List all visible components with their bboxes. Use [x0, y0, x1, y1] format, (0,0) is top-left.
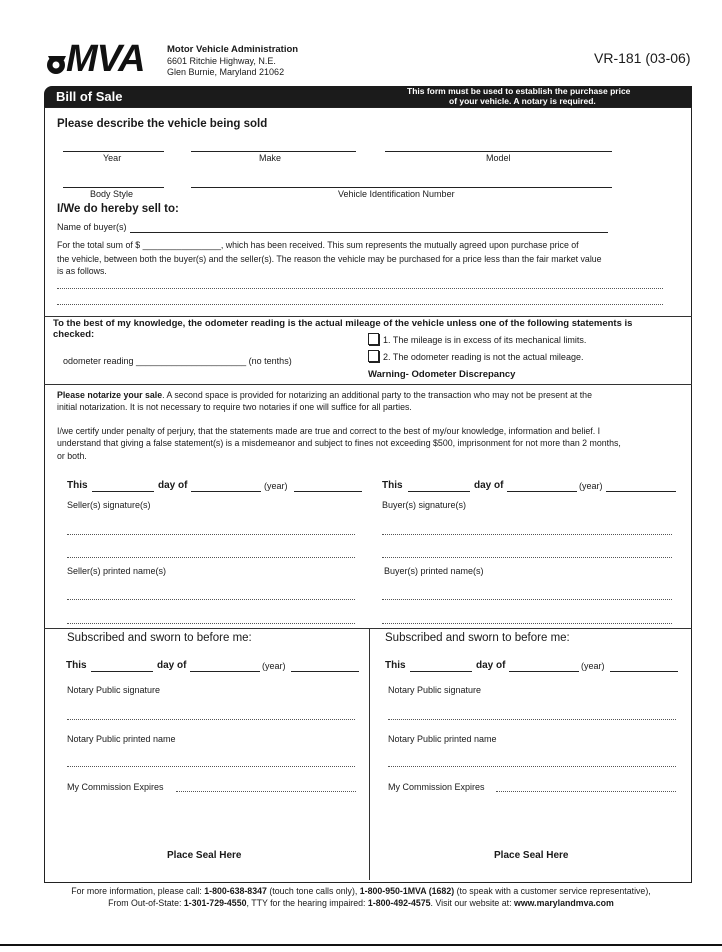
certify-line1: I/we certify under penalty of perjury, that the statements made are true and correct to the best of my/our knowledge, information and belief. I	[57, 426, 601, 436]
page-bottom-rule	[0, 944, 722, 946]
odometer-statement-line2: checked:	[53, 329, 95, 340]
body-style-label: Body Style	[90, 189, 134, 199]
seller-signature-label: Seller(s) signature(s)	[67, 500, 151, 510]
section-divider	[44, 628, 692, 629]
notary-right-commission-label: My Commission Expires	[388, 782, 485, 792]
notary-right-printed-name-label: Notary Public printed name	[388, 734, 497, 744]
form-title: Bill of Sale	[56, 89, 123, 104]
sell-heading: I/We do hereby sell to:	[57, 203, 179, 215]
section-divider	[44, 384, 692, 385]
notary-left-signature-label: Notary Public signature	[67, 685, 161, 695]
buyer-signature-line-2[interactable]	[382, 557, 672, 558]
notary-right-this-label: This	[385, 660, 406, 671]
footer-line1	[0, 886, 722, 896]
make-label: Make	[259, 153, 282, 163]
buyer-year-label: (year)	[579, 481, 603, 491]
notary-left-printed-name-line[interactable]	[67, 766, 355, 767]
model-field[interactable]	[385, 151, 612, 152]
model-label: Model	[486, 153, 511, 163]
notary-left-commission-label: My Commission Expires	[67, 782, 164, 792]
seller-year-label: (year)	[264, 481, 288, 491]
notary-left-year-label: (year)	[262, 661, 286, 671]
odometer-reading-field[interactable]: odometer reading ______________________ (no tenths)	[63, 356, 292, 366]
sum-paragraph-line1: For the total sum of $ ________________, which has been received. This sum represents the mutually agreed upon purchase price of	[57, 240, 579, 250]
agency-address-line2: Glen Burnie, Maryland 21062	[167, 67, 285, 77]
year-label: Year	[103, 153, 122, 163]
notary-right-year-field[interactable]	[610, 671, 678, 672]
notary-right-month-field[interactable]	[509, 671, 579, 672]
sum-paragraph-line2: the vehicle, between both the buyer(s) and the seller(s). The reason the vehicle may be purchased for a price less than the fair market value	[57, 254, 602, 264]
reason-line-2[interactable]	[57, 304, 663, 305]
make-field[interactable]	[191, 151, 356, 152]
odometer-warning: Warning- Odometer Discrepancy	[368, 369, 516, 380]
logo-text: MVA	[66, 38, 145, 80]
notarize-intro-rest: . A second space is provided for notarizing an additional party to the transaction who may not be present at the	[162, 390, 592, 400]
notary-left-commission-line[interactable]	[176, 791, 356, 792]
footer-phone-touchtone: 1-800-638-8347	[204, 886, 267, 896]
vehicle-heading: Please describe the vehicle being sold	[57, 118, 268, 130]
notary-left-sworn-label: Subscribed and sworn to before me:	[67, 632, 252, 644]
footer-text: . Visit our website at:	[430, 898, 514, 908]
certify-line3: or both.	[57, 451, 87, 461]
seller-signature-line-2[interactable]	[67, 557, 355, 558]
seller-printed-name-line-1[interactable]	[67, 599, 355, 600]
notarize-intro-bold: Please notarize your sale	[57, 390, 163, 400]
buyer-day-field[interactable]	[408, 491, 470, 492]
sum-paragraph-line3: is as follows.	[57, 266, 107, 276]
footer-text: From Out-of-State:	[108, 898, 184, 908]
notary-right-year-label: (year)	[581, 661, 605, 671]
footer-phone-representative: 1-800-950-1MVA (1682)	[359, 886, 455, 896]
agency-address-line1: 6601 Ritchie Highway, N.E.	[167, 56, 276, 66]
seller-this-label: This	[67, 480, 88, 491]
seller-day-field[interactable]	[92, 491, 154, 492]
buyer-printed-name-line-1[interactable]	[382, 599, 672, 600]
year-field[interactable]	[63, 151, 164, 152]
notary-left-seal-label: Place Seal Here	[167, 850, 242, 861]
title-note-line2: of your vehicle. A notary is required.	[449, 96, 596, 106]
footer-text: For more information, please call:	[71, 886, 205, 896]
seller-day-of-label: day of	[158, 480, 188, 491]
notary-left-day-field[interactable]	[91, 671, 153, 672]
agency-name: Motor Vehicle Administration	[167, 44, 299, 55]
notary-right-printed-name-line[interactable]	[388, 766, 676, 767]
buyer-this-label: This	[382, 480, 403, 491]
seller-year-field[interactable]	[294, 491, 362, 492]
footer-text: , TTY for the hearing impaired:	[246, 898, 368, 908]
certify-line2: understand that giving a false statement(s) is a misdemeanor and subject to fines not exceeding $500, imprisonment for not more than 2 months,	[57, 438, 621, 448]
footer-text: (to speak with a customer service representative),	[454, 886, 651, 896]
footer-text: (touch tone calls only),	[266, 886, 360, 896]
buyer-printed-name-label: Buyer(s) printed name(s)	[384, 566, 484, 576]
buyer-month-field[interactable]	[507, 491, 577, 492]
mileage-exceeds-checkbox[interactable]	[368, 333, 379, 345]
notary-left-year-field[interactable]	[291, 671, 359, 672]
not-actual-mileage-checkbox[interactable]	[368, 350, 379, 362]
buyer-printed-name-line-2[interactable]	[382, 623, 672, 624]
footer-phone-tty: 1-800-492-4575	[367, 898, 431, 908]
form-number: VR-181 (03-06)	[594, 50, 691, 66]
vin-label: Vehicle Identification Number	[338, 189, 455, 199]
notary-column-divider	[369, 628, 370, 880]
reason-line-1[interactable]	[57, 288, 663, 289]
buyer-day-of-label: day of	[474, 480, 504, 491]
title-bar	[44, 86, 692, 107]
seller-month-field[interactable]	[191, 491, 261, 492]
buyer-year-field[interactable]	[606, 491, 676, 492]
footer-website-link[interactable]: www.marylandmva.com	[513, 898, 614, 908]
notary-right-day-of-label: day of	[476, 660, 506, 671]
notary-left-month-field[interactable]	[190, 671, 260, 672]
notary-right-signature-label: Notary Public signature	[388, 685, 482, 695]
not-actual-mileage-label: 2. The odometer reading is not the actual mileage.	[383, 352, 584, 362]
notary-left-signature-line[interactable]	[67, 719, 355, 720]
buyer-name-field[interactable]	[130, 232, 608, 233]
notarize-intro-line1	[57, 390, 592, 400]
notary-left-printed-name-label: Notary Public printed name	[67, 734, 176, 744]
footer-phone-out-of-state: 1-301-729-4550	[183, 898, 247, 908]
seller-printed-name-label: Seller(s) printed name(s)	[67, 566, 167, 576]
buyer-signature-label: Buyer(s) signature(s)	[382, 500, 467, 510]
seller-printed-name-line-2[interactable]	[67, 623, 355, 624]
mva-logo	[44, 38, 164, 82]
seller-signature-line-1[interactable]	[67, 534, 355, 535]
notary-right-commission-line[interactable]	[496, 791, 676, 792]
footer-line2	[0, 898, 722, 908]
notary-left-day-of-label: day of	[157, 660, 187, 671]
notary-right-signature-line[interactable]	[388, 719, 676, 720]
notary-right-day-field[interactable]	[410, 671, 472, 672]
section-divider	[44, 316, 692, 317]
buyer-name-label: Name of buyer(s)	[57, 222, 127, 232]
odometer-statement-line1: To the best of my knowledge, the odometer reading is the actual mileage of the vehicle unless one of the following statements is	[53, 318, 633, 329]
buyer-signature-line-1[interactable]	[382, 534, 672, 535]
body-style-field[interactable]	[63, 187, 164, 188]
mileage-exceeds-label: 1. The mileage is in excess of its mechanical limits.	[383, 335, 587, 345]
vin-field[interactable]	[191, 187, 612, 188]
notary-right-sworn-label: Subscribed and sworn to before me:	[385, 632, 570, 644]
notarize-intro-line2: initial notarization. It is not necessary to require two notaries if one will suffice for all parties.	[57, 402, 412, 412]
notary-right-seal-label: Place Seal Here	[494, 850, 569, 861]
notary-left-this-label: This	[66, 660, 87, 671]
title-note-line1: This form must be used to establish the purchase price	[407, 86, 631, 96]
